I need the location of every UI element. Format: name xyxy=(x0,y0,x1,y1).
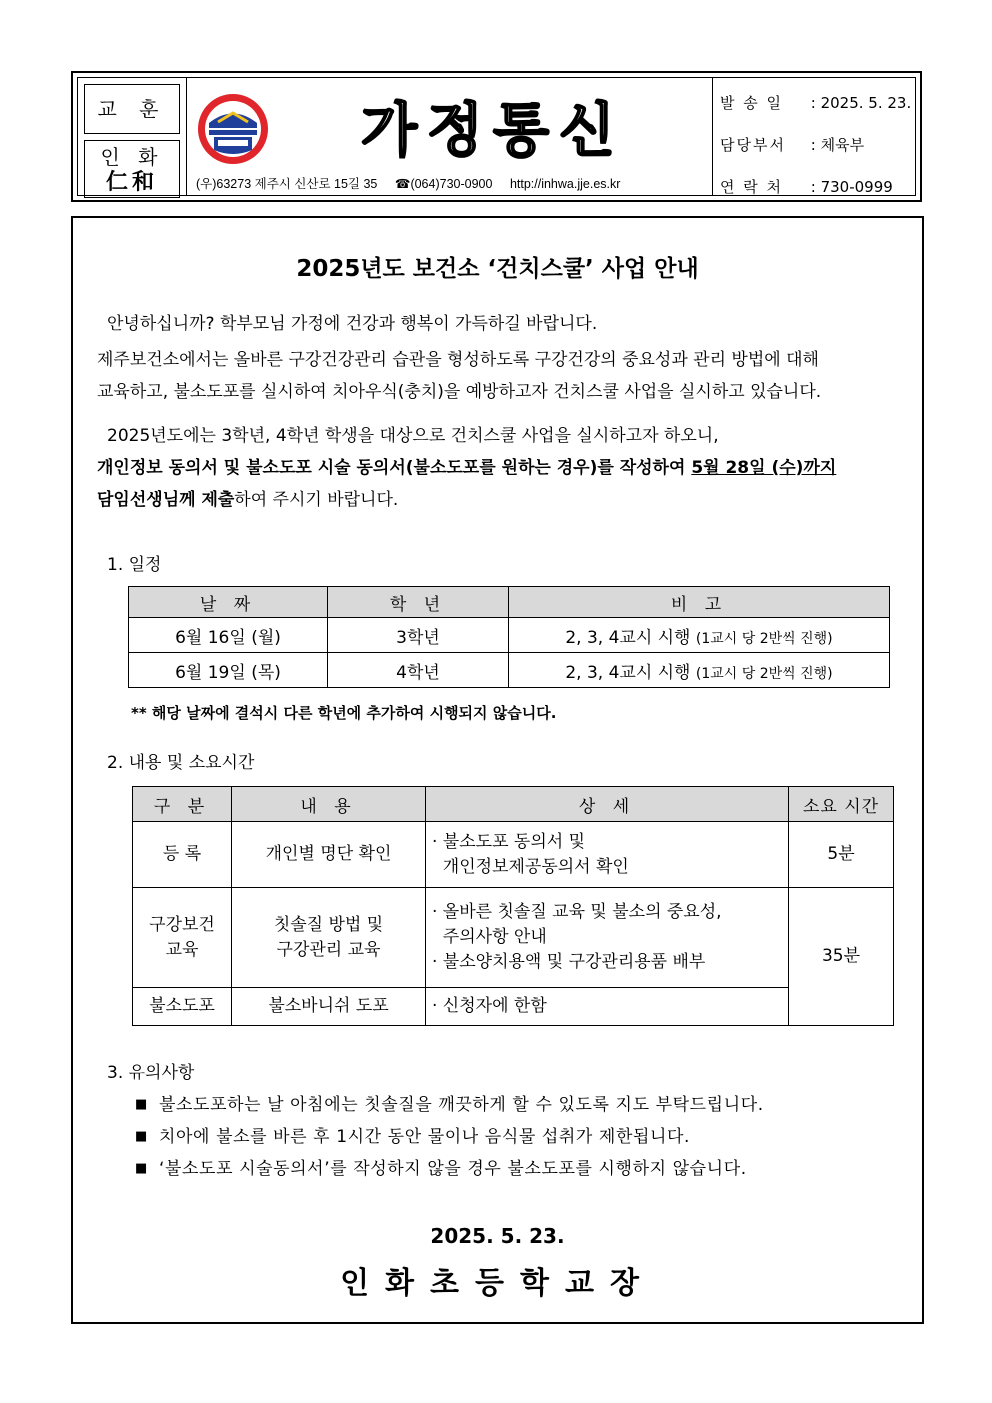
table-row xyxy=(129,618,890,653)
cautions-heading: 3. 유의사항 xyxy=(107,1063,195,1083)
request-deadline: 5월 28일 (수)까지 xyxy=(691,458,837,478)
school-motto xyxy=(84,140,180,198)
cell-detail xyxy=(426,888,789,988)
info-value: 2025. 5. 23. xyxy=(820,94,912,112)
cell-detail xyxy=(426,822,789,888)
cell-content: 개인별 명단 확인 xyxy=(232,822,426,888)
detail-line: · 불소도포 동의서 및 xyxy=(432,831,585,852)
notice-body xyxy=(71,216,924,1324)
note-main: 2, 3, 4교시 시행 xyxy=(565,662,691,683)
header-divider xyxy=(186,78,187,195)
cell-content: 불소바니쉬 도포 xyxy=(232,988,426,1026)
cell-note xyxy=(509,618,890,653)
header-content: 내 용 xyxy=(232,787,426,822)
detail-line: · 올바른 칫솔질 교육 및 불소의 중요성, xyxy=(432,902,722,922)
info-label: 연 락 처 xyxy=(720,178,784,196)
schedule-table xyxy=(128,586,890,688)
cell-category: 등 록 xyxy=(133,822,232,888)
schedule-heading: 1. 일정 xyxy=(107,555,162,575)
note-detail: (1교시 당 2반씩 진행) xyxy=(695,665,833,682)
caution-text: 불소도포하는 날 아침에는 칫솔질을 깨끗하게 할 수 있도록 지도 부탁드립니다. xyxy=(159,1095,764,1115)
issue-date: 2025. 5. 23. xyxy=(430,1224,565,1248)
bullet-icon: ■ xyxy=(135,1129,148,1144)
school-phone: ☎(064)730-0900 xyxy=(394,177,493,191)
table-header-row xyxy=(129,587,890,618)
motto-hanja: 仁和 xyxy=(105,169,158,195)
request-end: 하여 주시기 바랍니다. xyxy=(234,490,399,510)
info-send-date xyxy=(720,92,911,113)
school-contact-line xyxy=(196,174,708,192)
caution-text: ‘불소도포 시술동의서’를 작성하지 않을 경우 불소도포를 시행하지 않습니다. xyxy=(159,1159,747,1179)
greeting: 안녕하십니까? 학부모님 가정에 건강과 행복이 가득하길 바랍니다. xyxy=(107,314,598,334)
newsletter-title: 가정통신 xyxy=(360,96,626,164)
detail-line: 주의사항 안내 xyxy=(432,927,547,947)
caution-item xyxy=(135,1154,747,1179)
cell-category: 구강보건 교육 xyxy=(133,888,232,988)
header-date: 날 짜 xyxy=(129,587,328,618)
plan-text: 2025년도에는 3학년, 4학년 학생을 대상으로 건치스쿨 사업을 실시하고자 하오니, xyxy=(107,426,719,446)
detail-line: 개인정보제공동의서 확인 xyxy=(432,856,629,877)
cell-date: 6월 19일 (목) xyxy=(129,653,328,688)
note-main: 2, 3, 4교시 시행 xyxy=(565,627,691,648)
info-separator: : xyxy=(806,94,821,112)
letterhead xyxy=(71,71,922,202)
cell-content: 칫솔질 방법 및 구강관리 교육 xyxy=(232,888,426,988)
header-grade: 학 년 xyxy=(328,587,509,618)
motto-korean: 인 화 xyxy=(100,145,164,169)
request-recipient: 담임선생님께 제출 xyxy=(97,490,235,510)
header-note: 비 고 xyxy=(509,587,890,618)
motto-label: 교 훈 xyxy=(84,84,180,134)
content-heading: 2. 내용 및 소요시간 xyxy=(107,753,255,773)
header-divider xyxy=(712,78,713,195)
caution-text: 치아에 불소를 바른 후 1시간 동안 물이나 음식물 섭취가 제한됩니다. xyxy=(159,1127,691,1147)
info-contact xyxy=(720,176,893,197)
request-line-1 xyxy=(97,452,907,484)
header-category: 구 분 xyxy=(133,787,232,822)
table-row xyxy=(133,888,894,988)
info-value: 체육부 xyxy=(820,136,865,154)
request-line-2 xyxy=(97,484,907,516)
info-department xyxy=(720,134,864,155)
bullet-icon: ■ xyxy=(135,1097,148,1112)
content-table xyxy=(132,786,894,1026)
letterhead-inner xyxy=(77,77,916,196)
table-row xyxy=(129,653,890,688)
header-detail: 상 세 xyxy=(426,787,789,822)
intro-line-1: 제주보건소에서는 올바른 구강건강관리 습관을 형성하도록 구강건강의 중요성과 관리 방법에 대해 xyxy=(97,350,819,370)
table-row xyxy=(133,988,894,1026)
cell-time: 35분 xyxy=(789,888,894,1026)
caution-item xyxy=(135,1090,764,1115)
detail-line: · 신청자에 한함 xyxy=(432,996,547,1016)
info-label: 담당부서 xyxy=(720,136,786,154)
detail-line: · 불소양치용액 및 구강관리용품 배부 xyxy=(432,952,706,972)
cell-grade: 4학년 xyxy=(328,653,509,688)
cell-note xyxy=(509,653,890,688)
info-separator: : xyxy=(806,136,821,154)
bullet-icon: ■ xyxy=(135,1161,148,1176)
cell-date: 6월 16일 (월) xyxy=(129,618,328,653)
schedule-footnote: ** 해당 날짜에 결석시 다른 학년에 추가하여 시행되지 않습니다. xyxy=(131,704,557,722)
school-logo-icon xyxy=(196,92,270,166)
info-label: 발 송 일 xyxy=(720,94,784,112)
school-website-link[interactable]: http://inhwa.jje.es.kr xyxy=(509,177,621,191)
note-detail: (1교시 당 2반씩 진행) xyxy=(695,630,833,647)
info-separator: : xyxy=(806,178,821,196)
table-row xyxy=(133,822,894,888)
cell-category: 불소도포 xyxy=(133,988,232,1026)
school-address: (우)63273 제주시 신산로 15길 35 xyxy=(196,177,378,191)
document-title: 2025년도 보건소 ‘건치스쿨’ 사업 안내 xyxy=(296,256,699,282)
header-time: 소요 시간 xyxy=(789,787,894,822)
principal-signature: 인화초등학교장 xyxy=(340,1266,655,1301)
caution-item xyxy=(135,1122,690,1147)
cell-detail xyxy=(426,988,789,1026)
intro-line-2: 교육하고, 불소도포를 실시하여 치아우식(충치)을 예방하고자 건치스쿨 사업을 실시하고 있습니다. xyxy=(97,382,822,402)
cell-grade: 3학년 xyxy=(328,618,509,653)
info-value: 730-0999 xyxy=(820,178,893,196)
request-bold: 개인정보 동의서 및 불소도포 시술 동의서(불소도포를 원하는 경우)를 작성하여 xyxy=(97,458,692,478)
cell-time: 5분 xyxy=(789,822,894,888)
table-header-row xyxy=(133,787,894,822)
